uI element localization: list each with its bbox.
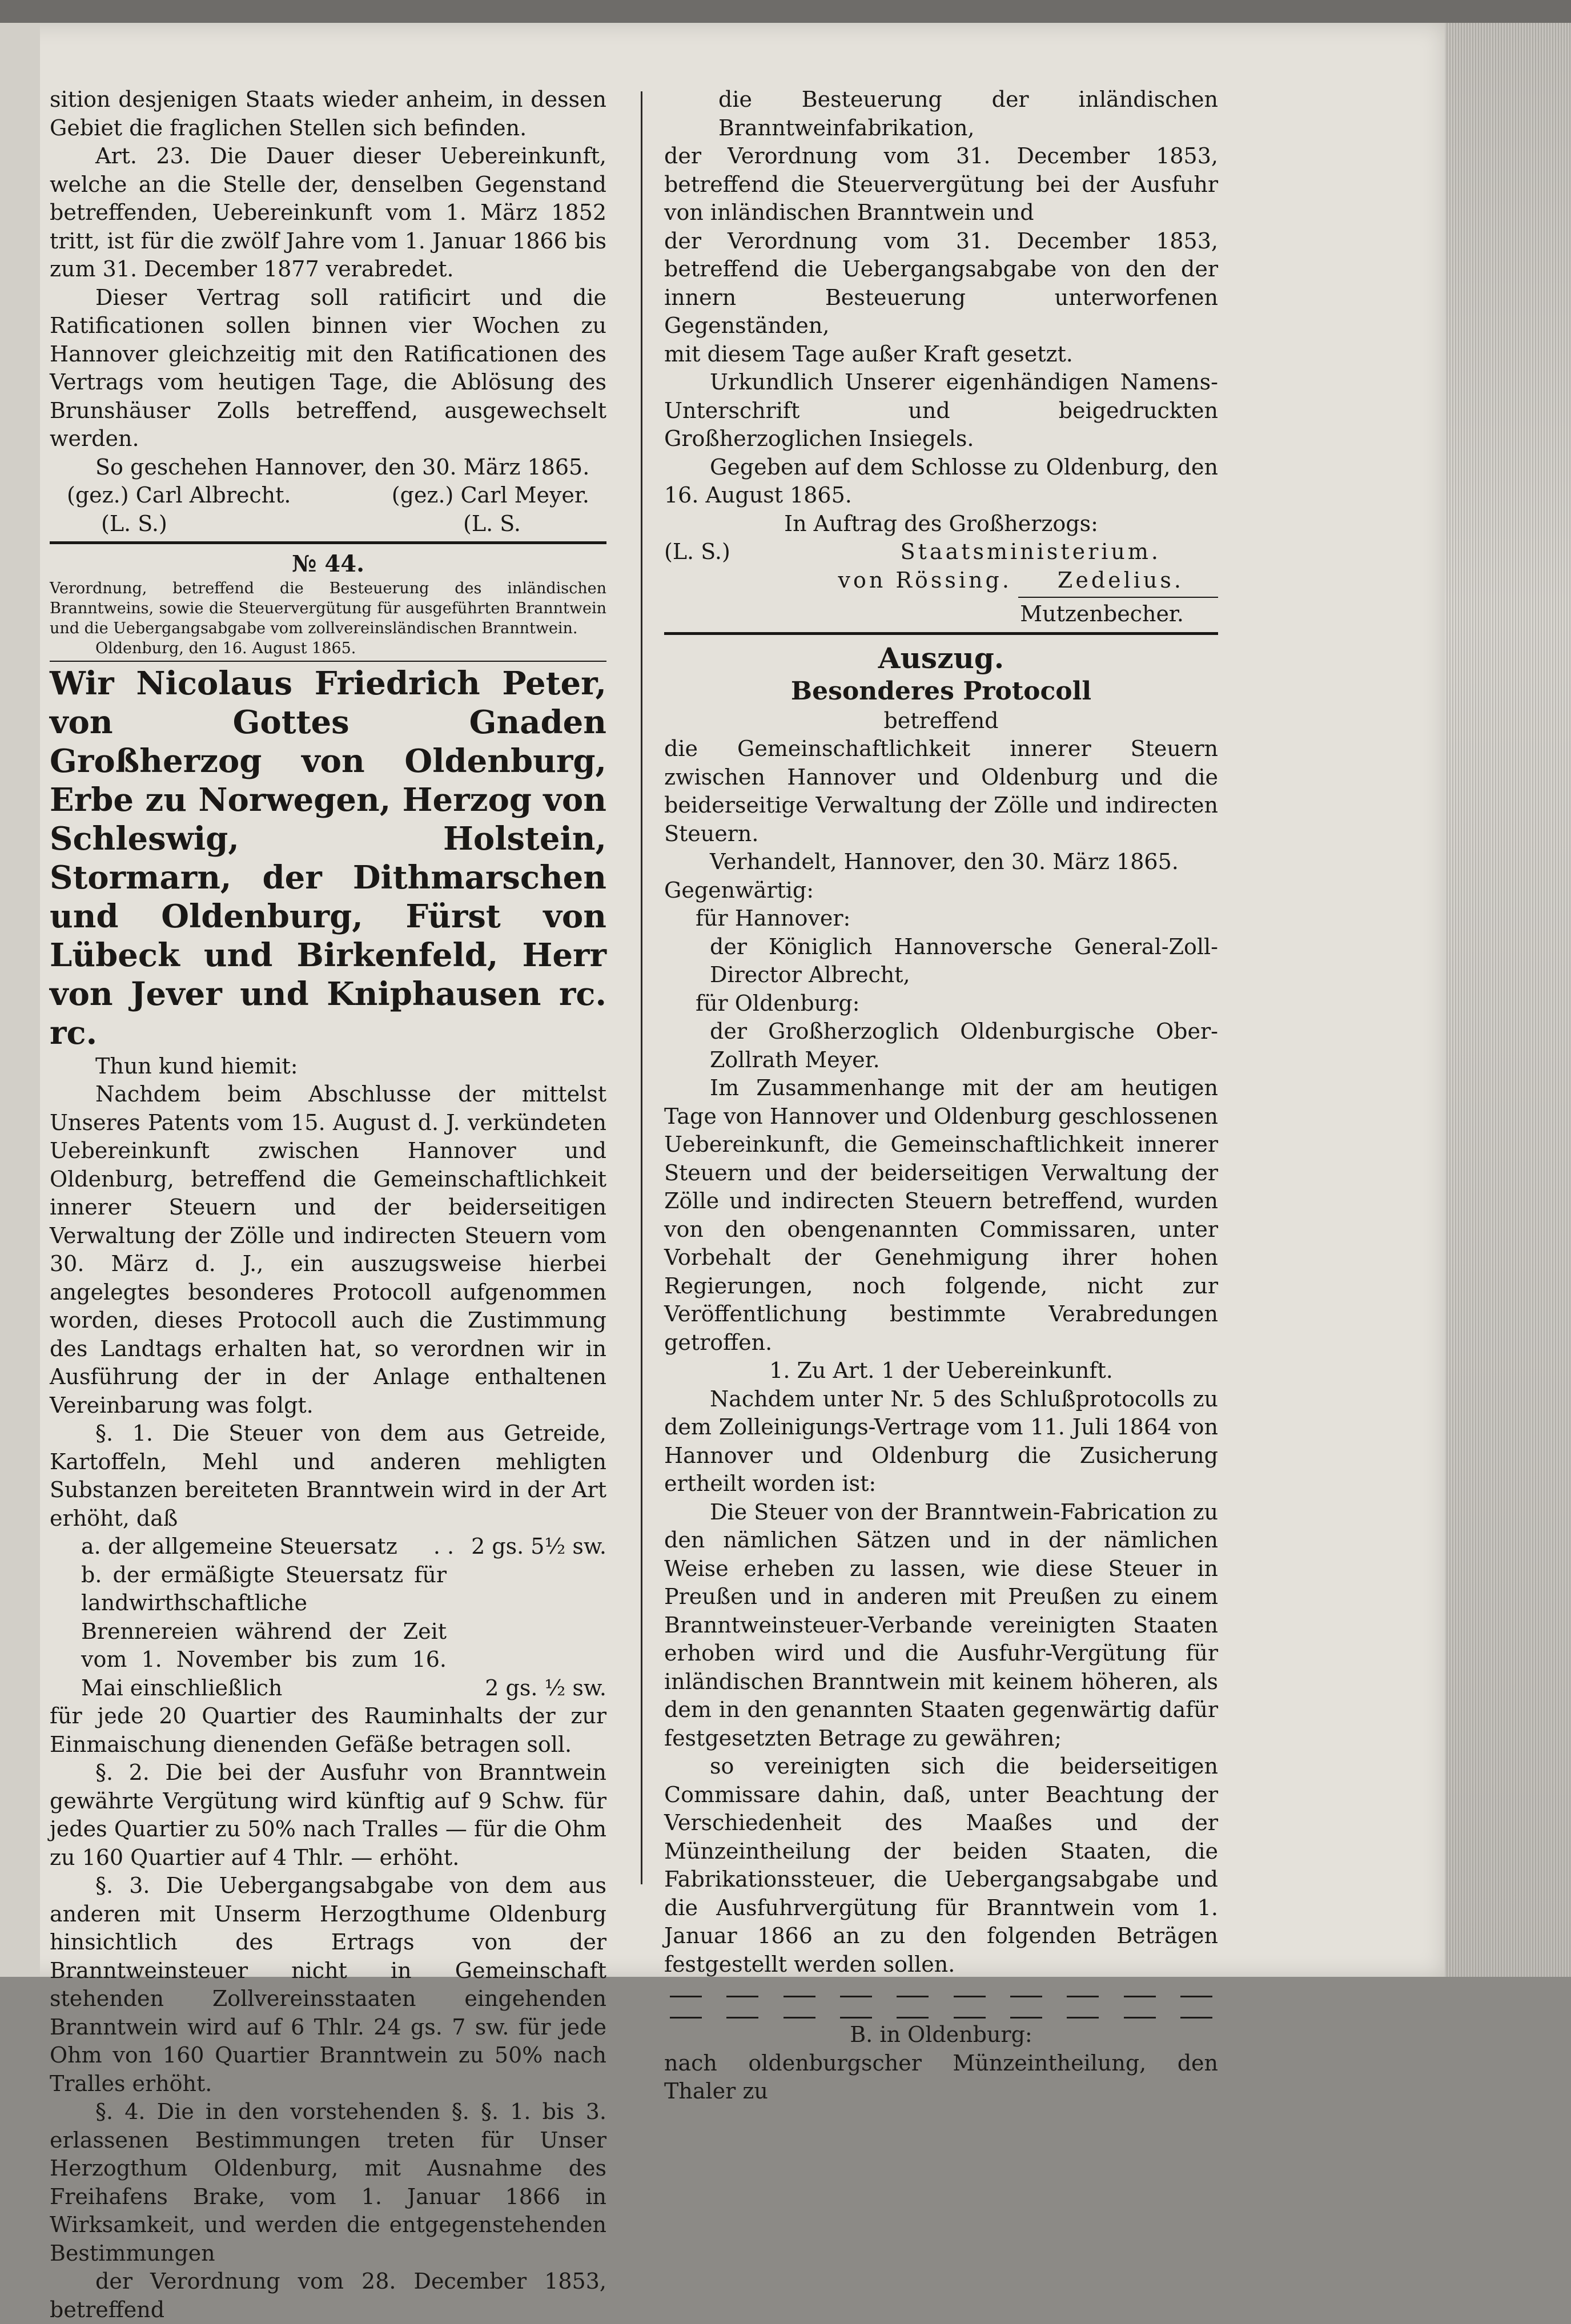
paragraph: so vereinigten sich die beiderseitigen Commissare dahin, daß, unter Beachtung der Verschiedenheit des Maaßes und der Münzeintheilung der beiden Staaten, die Fabrikationssteuer, die Uebergangsabgabe und die Ausfuhrvergütung für Branntwein vom 1. Januar 1866 an zu den folgenden Beträgen festgestellt werden sollen. <box>664 1754 1218 1977</box>
ministry-name: Staatsministerium. <box>900 539 1161 564</box>
column-divider <box>641 91 642 1884</box>
signature: Zedelius. <box>1057 567 1184 593</box>
article-23: Art. 23. Die Dauer dieser Uebereinkunft, welche an die Stelle der, denselben Gegenstand betreffenden, Uebereinkunft vom 1. März 1852 tritt, ist für die zwölf Jahre vom 1. Januar 1866 bis zum 31. December 1877 verabredet. <box>50 143 606 282</box>
section-4: §. 4. Die in den vorstehenden §. §. 1. bis 3. erlassenen Bestimmungen treten für Unser Herzogthum Oldenburg, mit Ausnahme des Freihafens Brake, vom 1. Januar 1866 in Wirksamkeit, und werden die entgegenstehenden Bestimmungen <box>50 2099 606 2266</box>
ordinance-number: № 44. <box>292 550 364 577</box>
signature-row <box>664 600 1218 629</box>
right-column <box>664 86 1218 2106</box>
page-gutter <box>0 23 40 1977</box>
rate-label: a. der allgemeine Steuersatz <box>81 1534 397 1559</box>
paragraph: der Verordnung vom 31. December 1853, betreffend die Steuervergütung bei der Ausfuhr von inländischen Branntwein und <box>664 143 1218 225</box>
signature: von Rössing. <box>838 567 1012 593</box>
rate-dots: . . <box>433 1534 455 1559</box>
ruler-title: Wir Nicolaus Friedrich Peter, von Gottes Gnaden Großherzog von Oldenburg, Erbe zu Norwegen, Herzog von Schleswig, Holstein, Stormarn, der Dithmarschen und Oldenburg, Fürst von Lübeck und Birkenfeld, Herr von Jever und Kniphausen rc. rc. <box>50 664 606 1052</box>
paragraph: Nachdem unter Nr. 5 des Schlußprotocolls zu dem Zolleinigungs-Vertrage vom 11. Juli 1864 von Hannover und Oldenburg die Zusicherung ertheilt worden ist: <box>664 1386 1218 1496</box>
rate-value: 2 gs. ½ sw. <box>485 1675 606 1700</box>
omission-marks <box>664 1979 1218 2000</box>
section-1: §. 1. Die Steuer von dem aus Getreide, Kartoffeln, Mehl und anderen mehligten Substanzen bereiteten Branntwein wird in der Art erhöht, daß <box>50 1421 606 1531</box>
rate-value: 2 gs. 5½ sw. <box>471 1534 606 1559</box>
rate-label: b. der ermäßigte Steuersatz für landwirthschaftliche Brennereien während der Zeit vom 1. November bis zum 16. Mai einschließlich <box>81 1562 447 1700</box>
seal-mark: (L. S. <box>463 510 521 536</box>
signature: Mutzenbecher. <box>1020 601 1184 626</box>
book-page-edges <box>1445 23 1571 1977</box>
signature-row <box>50 481 606 510</box>
paragraph: mit diesem Tage außer Kraft gesetzt. <box>664 341 1073 367</box>
rate-b <box>50 1561 606 1703</box>
section-3: §. 3. Die Uebergangsabgabe von dem aus anderen mit Unserm Herzogthume Oldenburg hinsichtlich des Ertrags von der Branntweinsteuer nicht in Gemeinschaft stehenden Zollvereinsstaaten eingehenden Branntwein wird auf 6 Thlr. 24 gs. 7 sw. für jede Ohm von 160 Quartier Branntwein zu 50% nach Tralles erhöht. <box>50 1873 606 2096</box>
place-date: So geschehen Hannover, den 30. März 1865. <box>95 454 590 480</box>
protocol-heading: Besonderes Protocoll <box>790 676 1092 706</box>
seal-row <box>50 510 606 538</box>
protocol-subject: die Gemeinschaftlichkeit innerer Steuern zwischen Hannover und Oldenburg und die beiderseitige Verwaltung der Zölle und indirecten Steuern. <box>664 736 1218 846</box>
rate-a <box>50 1533 606 1561</box>
seal-mark: (L. S.) <box>101 510 167 536</box>
seal-mark: (L. S.) <box>664 539 730 564</box>
authority-line: In Auftrag des Großherzogs: <box>784 510 1098 536</box>
proclamation: Thun kund hiemit: <box>95 1053 298 1079</box>
paragraph: der Verordnung vom 31. December 1853, betreffend die Uebergangsabgabe von den der innern Besteuerung unterworfenen Gegenständen, <box>664 228 1218 338</box>
party-label: für Hannover: <box>696 906 851 931</box>
section-rule <box>50 541 606 544</box>
section-rule <box>664 632 1218 635</box>
paragraph: Dieser Vertrag soll ratificirt und die Ratificationen sollen binnen vier Wochen zu Hannover gleichzeitig mit den Ratificationen des Vertrags vom heutigen Tage, die Ablösung des Brunshäuser Zolls betreffend, ausgewechselt werden. <box>50 284 606 451</box>
omission-marks <box>664 2000 1218 2021</box>
ordinance-summary: Verordnung, betreffend die Besteuerung des inländischen Branntweins, sowie die Steuervergütung für ausgeführten Branntwein und die Uebergangsabgabe vom zollvereinsländischen Branntwein. <box>50 579 606 637</box>
protocol-date: Verhandelt, Hannover, den 30. März 1865. <box>710 849 1179 874</box>
paragraph: Im Zusammenhange mit der am heutigen Tage von Hannover und Oldenburg geschlossenen Uebereinkunft, die Gemeinschaftlichkeit innerer Steuern und der beiderseitigen Verwaltung der Zölle und indirecten Steuern betreffend, wurden von den obengenannten Commissaren, unter Vorbehalt der Genehmigung ihrer hohen Regierungen, noch folgende, nicht zur Veröffentlichung bestimmte Verabredungen getroffen. <box>664 1075 1219 1355</box>
party-person: der Königlich Hannoversche General-Zoll-Director Albrecht, <box>710 934 1218 987</box>
paragraph: die Besteuerung der inländischen Branntweinfabrikation, <box>718 87 1218 140</box>
scan-top-strip <box>0 0 1571 23</box>
signature: (gez.) Carl Albrecht. <box>67 483 291 508</box>
paragraph: für jede 20 Quartier des Rauminhalts der zur Einmaischung dienenden Gefäße betragen soll. <box>50 1703 606 1757</box>
paragraph: nach oldenburgscher Münzeintheilung, den Thaler zu <box>664 2050 1218 2104</box>
section-2: §. 2. Die bei der Ausfuhr von Branntwein gewährte Vergütung wird künftig auf 9 Schw. für jedes Quartier zu 50% nach Tralles — für die Ohm zu 160 Quartier auf 4 Thlr. — erhöht. <box>50 1760 606 1870</box>
paragraph: Die Steuer von der Branntwein-Fabrication zu den nämlichen Sätzen und in der nämlichen Weise erheben zu lassen, wie diese Steuer in Preußen und in anderen mit Preußen zu einem Branntweinsteuer-Verbande vereinigten Staaten erhoben wird und die Ausfuhr-Vergütung für inländischen Branntwein mit keinem höheren, als dem in den genannten Staaten gegenwärtig dafür festgesetzten Betrage zu gewähren; <box>664 1499 1218 1751</box>
signature-rule <box>1018 597 1218 598</box>
paragraph: sition desjenigen Staats wieder anheim, in dessen Gebiet die fraglichen Stellen sich befinden. <box>50 87 606 140</box>
preamble: Nachdem beim Abschlusse der mittelst Unseres Patents vom 15. August d. J. verkündeten Uebereinkunft zwischen Hannover und Oldenburg, betreffend die Gemeinschaftlichkeit innerer Steuern und der beiderseitigen Verwaltung der Zölle und indirecten Steuern vom 30. März d. J., ein auszugsweise hierbei angelegtes besonderes Protocoll aufgenommen worden, dieses Protocoll auch die Zustimmung des Landtags erhalten hat, so verordnen wir in Ausführung der in der Anlage enthaltenen Vereinbarung was folgt. <box>50 1081 606 1418</box>
section-rule <box>50 661 606 662</box>
article-heading: 1. Zu Art. 1 der Uebereinkunft. <box>769 1358 1113 1383</box>
paragraph: Urkundlich Unserer eigenhändigen Namens-Unterschrift und beigedruckten Großherzoglichen Insiegels. <box>664 369 1218 451</box>
present-label: Gegenwärtig: <box>664 877 814 903</box>
paragraph: Gegeben auf dem Schlosse zu Oldenburg, den 16. August 1865. <box>664 454 1218 508</box>
paragraph: der Verordnung vom 28. December 1853, betreffend <box>50 2269 606 2322</box>
section-heading: B. in Oldenburg: <box>850 2022 1032 2047</box>
ordinance-date: Oldenburg, den 16. August 1865. <box>95 639 356 657</box>
signature-row <box>664 566 1218 595</box>
party-label: für Oldenburg: <box>696 990 860 1016</box>
party-person: der Großherzoglich Oldenburgische Ober-Zollrath Meyer. <box>710 1019 1218 1072</box>
protocol-subhead: betreffend <box>883 707 999 733</box>
left-column <box>50 86 606 2324</box>
seal-row <box>664 538 1218 566</box>
extract-heading: Auszug. <box>878 641 1005 675</box>
signature: (gez.) Carl Meyer. <box>391 483 589 508</box>
